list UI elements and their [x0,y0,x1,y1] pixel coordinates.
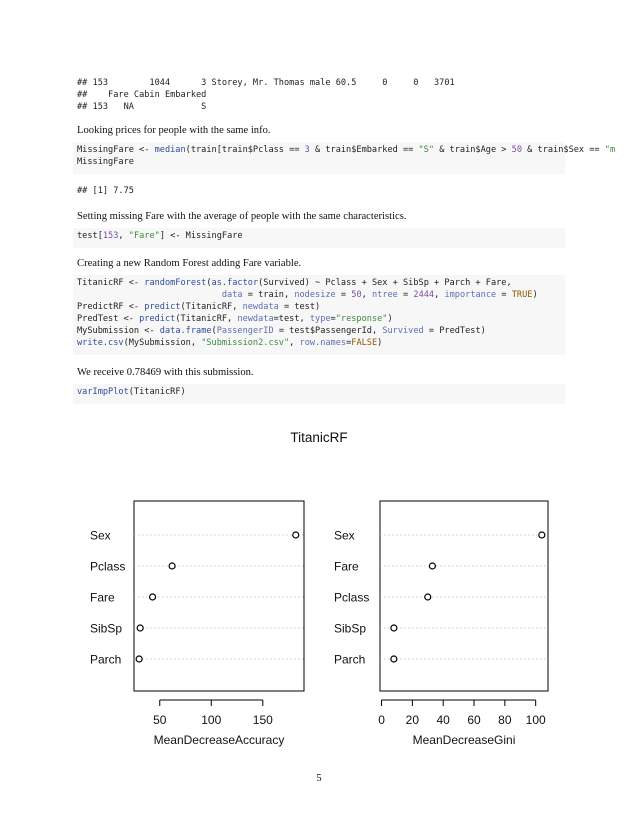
code-token: & train$Embarked == [309,145,419,155]
data-point [425,594,431,600]
code-number: 50 [511,145,522,155]
x-tick-label: 20 [405,713,420,727]
code-keyword: FALSE [351,338,378,348]
code-token: MissingFare <- [77,145,155,155]
code-token: = [335,290,352,300]
panel-frame [134,501,304,691]
category-label: Fare [334,559,359,574]
code-token: MissingFare [77,157,134,167]
code-token: (MySubmission, [123,338,202,348]
code-token: = [397,290,414,300]
code-token: , [361,290,372,300]
code-token: (TitanicRF, [180,302,243,312]
code-token: & train$Sex == [522,145,605,155]
data-point [136,656,142,662]
code-number: 153 [102,231,119,241]
code-string: "S" [418,145,435,155]
code-string: "response" [335,314,388,324]
chart-title: TitanicRF [290,430,348,445]
category-label: Parch [90,652,122,667]
code-token: , [118,231,129,241]
x-axis-label: MeanDecreaseAccuracy [153,733,285,747]
code-token: PredictRF <- [77,302,145,312]
code-argument: nodesize [294,290,336,300]
code-block-assign-fare[interactable] [73,228,565,248]
x-tick-label: 100 [201,713,222,727]
code-token: ( [211,326,217,336]
data-point [169,563,175,569]
data-point [293,532,299,538]
code-token: test[ [77,231,103,241]
code-token: = [496,290,512,300]
code-token: , [289,338,300,348]
code-argument: Survived [382,326,424,336]
x-tick-label: 100 [525,713,546,727]
code-token: =test, [273,314,310,324]
x-tick-label: 60 [467,713,481,727]
code-function: varImpPlot [77,387,129,397]
data-point [391,625,397,631]
code-function: randomForest [144,278,207,288]
category-label: Sex [334,528,355,543]
code-token: = train, [242,290,295,300]
code-token: ) [532,290,538,300]
code-token: = test) [278,302,321,312]
code-function: write.csv [77,338,124,348]
code-token [77,290,222,300]
data-point [137,625,143,631]
code-argument: type [309,314,331,324]
code-argument: importance [444,290,497,300]
code-token: = [330,314,336,324]
data-point [539,532,545,538]
panel-mean-decrease-gini [334,501,548,747]
panel-frame [380,501,548,691]
code-token: (Survived) ~ Pclass + Sex + SibSp + Parch + Fare, [258,278,512,288]
code-token: (train[train$Pclass == [185,145,305,155]
code-token: = PredTest) [423,326,486,336]
paragraph-creating-random-forest: Creating a new Random Forest adding Fare variable. [77,258,302,269]
code-number: 2444 [413,290,435,300]
x-tick-label: 80 [498,713,512,727]
output-line: ## Fare Cabin Embarked [77,90,207,100]
code-argument: newdata [242,302,279,312]
panel-mean-decrease-accuracy [90,501,304,747]
code-argument: ntree [371,290,398,300]
code-function: predict [139,314,176,324]
code-string: "Fare" [128,231,160,241]
code-token: & train$Age > [434,145,512,155]
category-label: SibSp [90,621,123,636]
output-block-1 [77,77,455,113]
x-tick-label: 40 [436,713,450,727]
code-function: as.factor [211,278,259,288]
code-token: = test$PassengerId, [273,326,383,336]
code-token: (TitanicRF) [128,387,186,397]
output-line: ## 153 1044 3 Storey, Mr. Thomas male 60.5 0 0 3701 [77,78,455,88]
x-tick-label: 50 [153,713,167,727]
code-token: = [346,338,352,348]
code-token: MySubmission <- [77,326,160,336]
code-number: 50 [351,290,362,300]
code-argument: PassengerID [216,326,274,336]
code-block-missing-fare[interactable] [73,142,616,174]
code-token: PredTest <- [77,314,140,324]
output-line: ## 153 NA S [77,102,207,112]
code-token: TitanicRF <- [77,278,145,288]
x-axis-label: MeanDecreaseGini [412,733,516,747]
code-block-random-forest[interactable] [73,275,565,355]
code-token: , [434,290,445,300]
output-block-2: ## [1] 7.75 [77,186,134,196]
paragraph-setting-missing-fare: Setting missing Fare with the average of people with the same characteristics. [77,211,407,222]
data-point [150,594,156,600]
code-keyword: TRUE [511,290,533,300]
x-tick-label: 0 [378,713,385,727]
category-label: Pclass [90,559,126,574]
code-token: ( [206,278,212,288]
code-argument: data [221,290,243,300]
code-block-varimpplot[interactable] [73,384,565,404]
code-string: "m [604,145,616,155]
code-string: "Submission2.csv" [201,338,290,348]
paragraph-looking-prices: Looking prices for people with the same info. [77,125,271,136]
paragraph-receive-score: We receive 0.78469 with this submission. [77,367,254,378]
category-label: SibSp [334,621,367,636]
data-point [391,656,397,662]
category-label: Sex [90,528,111,543]
code-token: (TitanicRF, [175,314,238,324]
page-number: 5 [316,773,322,784]
varimp-chart [0,418,638,758]
category-label: Pclass [334,590,370,605]
code-function: data.frame [159,326,212,336]
code-token: ) [377,338,383,348]
code-argument: newdata [237,314,274,324]
code-number: 3 [304,145,310,155]
code-token: ) [387,314,393,324]
category-label: Fare [90,590,115,605]
code-function: predict [144,302,181,312]
data-point [429,563,435,569]
code-function: median [154,145,186,155]
code-argument: row.names [299,338,347,348]
x-tick-label: 150 [252,713,273,727]
code-token: ] <- MissingFare [159,231,243,241]
category-label: Parch [334,652,366,667]
